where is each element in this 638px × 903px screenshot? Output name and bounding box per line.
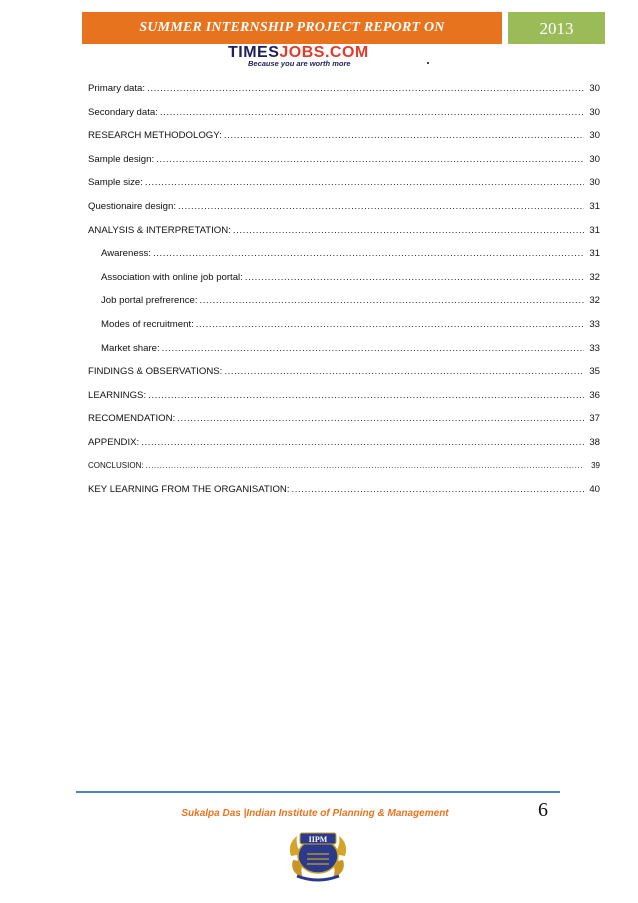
toc-dot-leader	[178, 201, 584, 212]
toc-entry-label: CONCLUSION:	[88, 460, 144, 470]
logo-tagline: Because you are worth more	[248, 59, 351, 68]
toc-dot-leader	[146, 461, 584, 470]
toc-entry-page: 31	[589, 200, 600, 212]
emblem-ribbon	[297, 876, 339, 880]
toc-dot-leader	[200, 295, 584, 306]
toc-entry-label: LEARNINGS:	[88, 389, 147, 401]
toc-dot-leader	[224, 130, 584, 141]
toc-entry[interactable]	[88, 272, 600, 296]
logo-word-jobs: JOBS.COM	[279, 44, 369, 61]
toc-entry[interactable]	[88, 461, 600, 485]
toc-dot-leader	[160, 107, 584, 118]
toc-entry-page: 30	[589, 106, 600, 118]
toc-dot-leader	[196, 319, 584, 330]
toc-entry-label: Sample design:	[88, 153, 155, 165]
toc-entry-label: Job portal prefrerence:	[101, 295, 198, 307]
emblem-text: IIPM	[308, 835, 328, 844]
toc-entry[interactable]	[88, 130, 600, 154]
toc-entry-page: 39	[591, 460, 600, 470]
toc-entry-label: KEY LEARNING FROM THE ORGANISATION:	[88, 484, 290, 496]
toc-entry[interactable]	[88, 366, 600, 390]
toc-entry[interactable]	[88, 154, 600, 178]
toc-entry[interactable]	[88, 343, 600, 367]
toc-entry-label: Primary data:	[88, 83, 146, 94]
toc-entry-page: 33	[589, 318, 600, 330]
toc-entry-label: APPENDIX:	[88, 436, 140, 448]
toc-entry[interactable]	[88, 484, 600, 508]
report-year: 2013	[539, 19, 574, 38]
toc-entry[interactable]	[88, 201, 600, 225]
toc-entry[interactable]	[88, 107, 600, 131]
toc-entry[interactable]	[88, 319, 600, 343]
toc-entry-page: 30	[589, 83, 600, 94]
footer-author: Sukalpa Das |Indian Institute of Planning & Management	[181, 808, 449, 819]
toc-entry-page: 30	[589, 130, 600, 142]
toc-entry-label: Association with online job portal:	[101, 271, 243, 283]
toc-entry-label: Questionaire design:	[88, 200, 176, 212]
toc-entry-page: 35	[589, 366, 600, 378]
toc-dot-leader	[156, 154, 584, 165]
toc-dot-leader	[148, 390, 584, 401]
toc-entry-label: Sample size:	[88, 177, 143, 189]
toc-dot-leader	[292, 484, 584, 495]
toc-dot-leader	[177, 413, 584, 424]
toc-entry-page: 31	[589, 224, 600, 236]
toc-entry[interactable]	[88, 390, 600, 414]
iipm-emblem	[283, 826, 353, 884]
table-of-contents	[88, 83, 600, 508]
toc-entry[interactable]	[88, 437, 600, 461]
toc-dot-leader	[245, 272, 584, 283]
logo-word-times: TIMES	[228, 44, 280, 61]
toc-entry-label: FINDINGS & OBSERVATIONS:	[88, 366, 223, 378]
toc-dot-leader	[233, 225, 584, 236]
toc-entry-page: 31	[589, 248, 600, 260]
toc-entry-label: Secondary data:	[88, 106, 158, 118]
toc-entry[interactable]	[88, 177, 600, 201]
stray-dot	[427, 62, 429, 64]
toc-entry[interactable]	[88, 83, 600, 107]
toc-entry[interactable]	[88, 295, 600, 319]
toc-entry[interactable]	[88, 225, 600, 249]
toc-dot-leader	[141, 437, 584, 448]
report-title: SUMMER INTERNSHIP PROJECT REPORT ON	[139, 20, 445, 35]
toc-entry-page: 30	[589, 177, 600, 189]
toc-dot-leader	[224, 366, 584, 377]
toc-entry[interactable]	[88, 413, 600, 437]
toc-dot-leader	[145, 177, 584, 188]
toc-entry-label: RECOMENDATION:	[88, 413, 176, 425]
toc-dot-leader	[153, 248, 584, 259]
footer-rule	[76, 791, 560, 793]
toc-entry[interactable]	[88, 248, 600, 272]
toc-entry-page: 37	[589, 413, 600, 425]
toc-entry-page: 38	[589, 436, 600, 448]
toc-entry-page: 33	[589, 342, 600, 354]
toc-entry-page: 32	[589, 295, 600, 307]
toc-entry-page: 32	[589, 271, 600, 283]
toc-entry-page: 30	[589, 153, 600, 165]
toc-entry-page: 36	[589, 389, 600, 401]
toc-entry-page: 40	[589, 484, 600, 496]
toc-entry-label: Market share:	[101, 342, 160, 354]
header-title-bar	[82, 12, 502, 44]
toc-entry-label: RESEARCH METHODOLOGY:	[88, 130, 222, 142]
page-number: 6	[538, 799, 548, 821]
toc-entry-label: Awareness:	[101, 248, 151, 260]
toc-dot-leader	[162, 343, 584, 354]
timesjobs-logo	[228, 44, 418, 70]
toc-dot-leader	[147, 83, 584, 94]
toc-entry-label: ANALYSIS & INTERPRETATION:	[88, 224, 231, 236]
toc-entry-label: Modes of recruitment:	[101, 318, 194, 330]
year-box	[508, 12, 605, 44]
